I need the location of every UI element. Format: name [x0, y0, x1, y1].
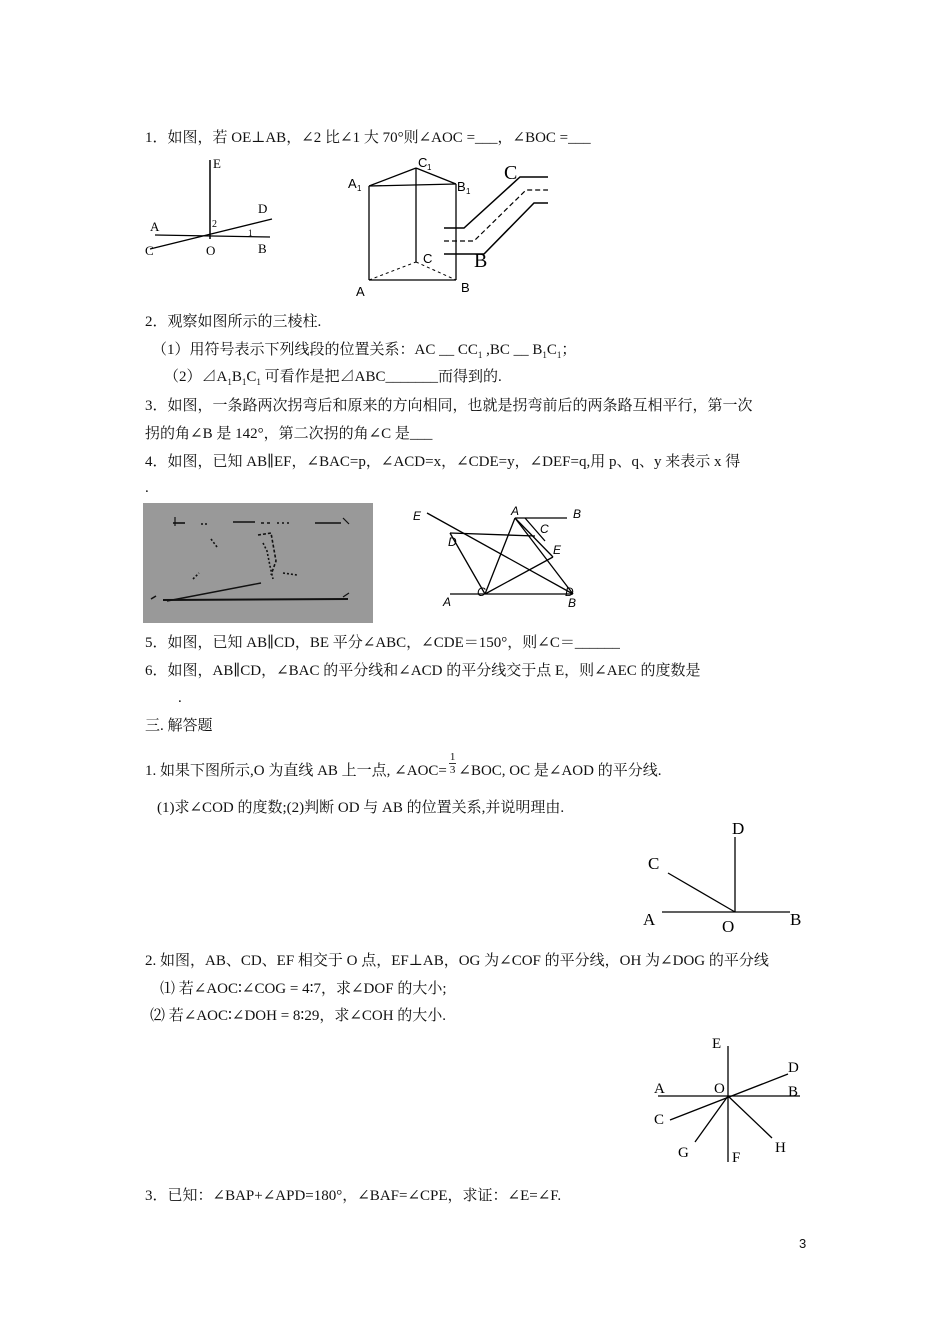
- solution-2-part-2: ⑵ 若∠AOC∶∠DOH = 8∶29，求∠COH 的大小.: [150, 1008, 447, 1024]
- label-o: O: [206, 243, 216, 258]
- label-a: A: [356, 284, 365, 299]
- label-e: E: [712, 1036, 722, 1052]
- label-c-2: C: [477, 585, 486, 599]
- question-6-line-2: .: [178, 690, 182, 706]
- label-o: O: [714, 1081, 725, 1097]
- question-2-part-1: （1）用符号表示下列线段的位置关系：AC __ $CC_1$ ,BC __ $B_1C_1$；: [152, 342, 577, 360]
- label-d: D: [448, 535, 457, 549]
- question-2-title: 2．观察如图所示的三棱柱.: [145, 314, 322, 330]
- svg-text:1: 1: [427, 163, 432, 172]
- label-b1: B: [457, 179, 466, 194]
- label-d-2: D: [565, 585, 574, 599]
- label-d: D: [732, 819, 745, 838]
- label-b: B: [788, 1084, 799, 1100]
- solution-2-part-1: ⑴ 若∠AOC∶∠COG = 4∶7，求∠DOF 的大小;: [160, 981, 447, 997]
- label-c: C: [145, 243, 154, 258]
- fraction-one-third: $\frac{1}{3}$: [449, 751, 456, 776]
- label-b: B: [461, 280, 470, 295]
- svg-text:1: 1: [357, 184, 362, 193]
- question-4-line-1: 4．如图，已知 AB∥EF，∠BAC=p，∠ACD=x，∠CDE=y，∠DEF=q,用 p、q、y 来表示 x 得: [145, 454, 741, 470]
- question-2-part-2: $(2)⊿A_1B_1C_1$ 可看作是把⊿ABC_______而得到的.: [164, 369, 502, 387]
- label-angle-1: 1: [248, 228, 253, 238]
- label-b: B: [258, 241, 267, 256]
- figure-1-angles: [140, 155, 280, 265]
- label-a-2: A: [443, 595, 452, 609]
- figure-solution-1: [640, 815, 810, 935]
- svg-text:1: 1: [466, 187, 471, 196]
- solution-3-statement: 3．已知：∠BAP+∠APD=180°，∠BAF=∠CPE，求证：∠E=∠F.: [145, 1188, 562, 1204]
- figure-scanned-parallel: [143, 503, 373, 623]
- label-g: G: [678, 1145, 689, 1161]
- label-c1: C: [418, 155, 428, 170]
- question-4-line-2: .: [145, 480, 149, 496]
- page-number: 3: [799, 1236, 807, 1251]
- label-c: C: [504, 162, 518, 184]
- question-5: 5．如图，已知 AB∥CD，BE 平分∠ABC，∠CDE＝150°，则∠C＝______: [145, 635, 620, 651]
- solution-1-statement: 1. 如果下图所示,O 为直线 AB 上一点, ∠AOC= $\frac{1}{3}$ ∠BOC, OC 是∠AOD 的平分线.: [145, 751, 662, 779]
- label-b: B: [474, 250, 488, 272]
- label-d: D: [258, 201, 268, 216]
- label-c: C: [654, 1112, 665, 1128]
- label-e: E: [213, 156, 221, 171]
- label-a: A: [643, 910, 656, 929]
- label-o: O: [722, 917, 735, 935]
- label-angle-2: 2: [212, 219, 217, 230]
- label-f: F: [732, 1150, 741, 1166]
- question-6-line-1: 6．如图，AB∥CD，∠BAC 的平分线和∠ACD 的平分线交于点 E，则∠AEC 的度数是: [145, 663, 701, 679]
- label-d: D: [788, 1060, 799, 1076]
- question-3-line-1: 3．如图，一条路两次拐弯后和原来的方向相同，也就是拐弯前后的两条路互相平行，第一次: [145, 398, 753, 414]
- figure-road: [440, 155, 555, 275]
- question-3-line-2: 拐的角∠B 是 142°，第二次拐的角∠C 是___: [145, 426, 433, 442]
- figure-solution-2: [640, 1030, 810, 1170]
- label-e: E: [413, 509, 422, 523]
- label-h: H: [775, 1140, 786, 1156]
- label-c: C: [648, 854, 660, 873]
- question-1: 1．如图，若 OE⊥AB，∠2 比∠1 大 70°则∠AOC =___，∠BOC =___: [145, 130, 591, 146]
- label-e-2: E: [553, 543, 562, 557]
- label-a: A: [150, 219, 160, 234]
- label-a: A: [654, 1081, 665, 1097]
- solution-2-statement: 2. 如图，AB、CD、EF 相交于 O 点，EF⊥AB，OG 为∠COF 的平分线，OH 为∠DOG 的平分线: [145, 953, 769, 969]
- label-b-2: B: [568, 596, 577, 610]
- label-a1: A: [348, 176, 357, 191]
- figure-parallel-lines: [405, 503, 595, 615]
- label-b: B: [573, 507, 582, 521]
- label-c: C: [540, 522, 549, 536]
- line-ab: [155, 235, 270, 237]
- label-a: A: [511, 504, 520, 518]
- label-c: C: [423, 251, 433, 266]
- label-b: B: [790, 910, 802, 929]
- solution-1-subquestions: (1)求∠COD 的度数;(2)判断 OD 与 AB 的位置关系,并说明理由.: [157, 800, 565, 816]
- section-3-title: 三. 解答题: [145, 718, 213, 734]
